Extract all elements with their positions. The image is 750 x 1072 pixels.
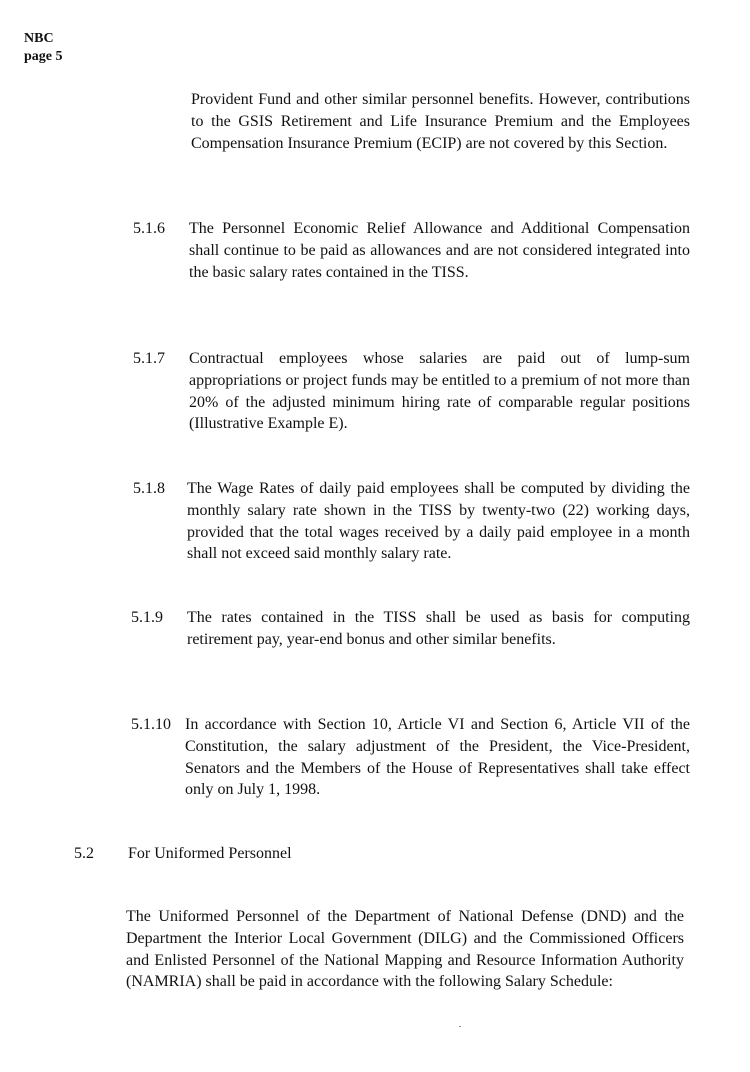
- section-text-5-1-9: The rates contained in the TISS shall be used as basis for computing retirement pay, year-end bonus and other similar benefits.: [187, 609, 690, 648]
- section-text-5-1-6: The Personnel Economic Relief Allowance and Additional Compensation shall continue to be paid as allowances and are not considered integrated into the basic salary rates contained in the TISS.: [189, 220, 690, 281]
- page-header: [24, 30, 63, 66]
- section-number-5-1-9: 5.1.9: [131, 609, 163, 626]
- header-agency: NBC: [24, 31, 54, 46]
- section-number-5-1-10: 5.1.10: [131, 716, 171, 733]
- section-text-5-1-7: Contractual employees whose salaries are paid out of lump-sum appropriations or project funds may be entitled to a premium of not more than 20% of the adjusted minimum hiring rate of comparable regular positions (Illustrative Example E).: [189, 350, 690, 433]
- section-text-5-1-10: In accordance with Section 10, Article VI and Section 6, Article VII of the Constitution, the salary adjustment of the President, the Vice-President, Senators and the Members of the House of Representatives shall take effect only on July 1, 1998.: [185, 716, 690, 799]
- section-number-5-1-7: 5.1.7: [133, 350, 165, 367]
- header-page-number: page 5: [24, 49, 63, 64]
- section-text-5-1-8: The Wage Rates of daily paid employees shall be computed by dividing the monthly salary rate shown in the TISS by twenty-two (22) working days, provided that the total wages received by a daily paid employee in a month shall not exceed said monthly salary rate.: [187, 480, 690, 563]
- section-number-5-1-8: 5.1.8: [133, 480, 165, 497]
- continued-paragraph: Provident Fund and other similar personnel benefits. However, contributions to the GSIS Retirement and Life Insurance Premium and the Employees Compensation Insurance Premium (ECIP) are not covered by this Section.: [191, 91, 690, 152]
- scan-speck: [459, 1026, 461, 1027]
- section-text-5-2: The Uniformed Personnel of the Department of National Defense (DND) and the Department the Interior Local Government (DILG) and the Commissioned Officers and Enlisted Personnel of the National Mapping and Resource Information Authority (NAMRIA) shall be paid in accordance with the following Salary Schedule:: [126, 908, 684, 991]
- section-title-5-2: For Uniformed Personnel: [128, 845, 292, 862]
- section-number-5-1-6: 5.1.6: [133, 220, 165, 237]
- section-number-5-2: 5.2: [74, 845, 94, 862]
